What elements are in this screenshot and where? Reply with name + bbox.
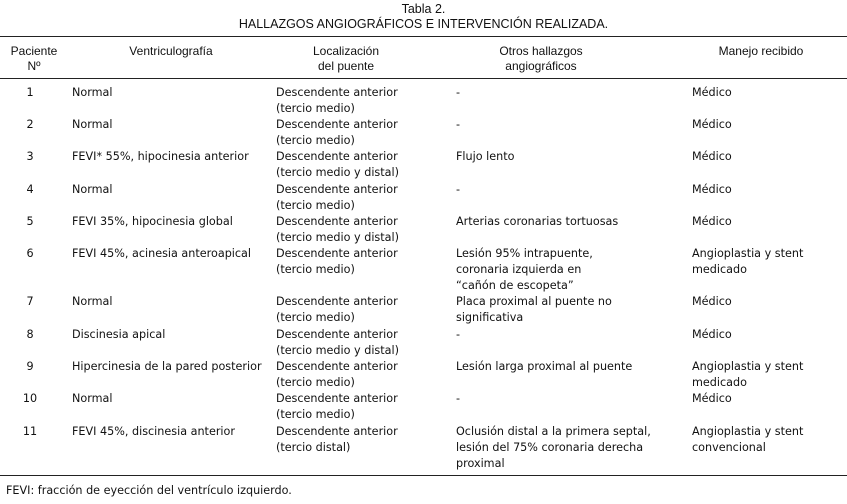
- cell-localizacion: Descendente anterior (tercio medio y distal): [276, 328, 399, 357]
- cell-manejo: Médico: [692, 118, 732, 131]
- cell-paciente: 4: [26, 183, 34, 196]
- cell-otros-hallazgos: Arterias coronarias tortuosas: [456, 215, 619, 228]
- cell-ventriculografia: Normal: [72, 392, 113, 405]
- cell-manejo: Médico: [692, 150, 732, 163]
- cell-localizacion: Descendente anterior (tercio medio y distal): [276, 150, 399, 179]
- cell-paciente: 1: [26, 86, 34, 99]
- cell-manejo: Médico: [692, 392, 732, 405]
- bottom-rule: [0, 475, 847, 476]
- cell-manejo: Médico: [692, 328, 732, 341]
- cell-paciente: 3: [26, 150, 34, 163]
- cell-localizacion: Descendente anterior (tercio medio): [276, 295, 398, 324]
- cell-paciente: 7: [26, 295, 34, 308]
- cell-otros-hallazgos: Oclusión distal a la primera septal, lesión del 75% coronaria derecha proximal: [456, 425, 651, 470]
- cell-manejo: Médico: [692, 86, 732, 99]
- cell-otros-hallazgos: Flujo lento: [456, 150, 515, 163]
- cell-manejo: Médico: [692, 215, 732, 228]
- cell-otros-hallazgos: -: [456, 183, 461, 196]
- cell-otros-hallazgos: Lesión 95% intrapuente, coronaria izquierda en “cañón de escopeta”: [456, 247, 593, 292]
- header-ventriculografia: Ventriculografía: [129, 44, 213, 58]
- footnote: FEVI: fracción de eyección del ventrículo izquierdo.: [6, 484, 292, 497]
- cell-localizacion: Descendente anterior (tercio medio): [276, 247, 398, 276]
- header-manejo: Manejo recibido: [718, 44, 804, 58]
- cell-localizacion: Descendente anterior (tercio medio): [276, 360, 398, 389]
- header-localizacion: Localización del puente: [312, 44, 380, 73]
- cell-ventriculografia: Hipercinesia de la pared posterior: [72, 360, 262, 373]
- cell-localizacion: Descendente anterior (tercio medio): [276, 392, 398, 421]
- cell-ventriculografia: FEVI* 55%, hipocinesia anterior: [72, 150, 249, 163]
- cell-paciente: 5: [26, 215, 34, 228]
- cell-manejo: Angioplastia y stent convencional: [692, 425, 804, 454]
- table-label: Tabla 2.: [401, 2, 446, 16]
- table-title: HALLAZGOS ANGIOGRÁFICOS E INTERVENCIÓN REALIZADA.: [238, 17, 609, 31]
- cell-otros-hallazgos: -: [456, 86, 461, 99]
- cell-manejo: Médico: [692, 183, 732, 196]
- cell-paciente: 10: [22, 392, 38, 405]
- cell-ventriculografia: Normal: [72, 118, 113, 131]
- cell-otros-hallazgos: -: [456, 118, 461, 131]
- header-paciente: Paciente Nº: [10, 44, 58, 73]
- header-otros: Otros hallazgos angiográficos: [499, 44, 583, 73]
- cell-otros-hallazgos: Placa proximal al puente no significativa: [456, 295, 612, 324]
- cell-paciente: 6: [26, 247, 34, 260]
- cell-paciente: 2: [26, 118, 34, 131]
- cell-ventriculografia: Discinesia apical: [72, 328, 166, 341]
- cell-paciente: 9: [26, 360, 34, 373]
- cell-manejo: Angioplastia y stent medicado: [692, 360, 804, 389]
- cell-localizacion: Descendente anterior (tercio medio y distal): [276, 215, 399, 244]
- top-rule: [0, 36, 847, 37]
- cell-manejo: Angioplastia y stent medicado: [692, 247, 804, 276]
- cell-localizacion: Descendente anterior (tercio medio): [276, 86, 398, 115]
- cell-ventriculografia: FEVI 35%, hipocinesia global: [72, 215, 233, 228]
- cell-ventriculografia: Normal: [72, 183, 113, 196]
- cell-ventriculografia: Normal: [72, 86, 113, 99]
- cell-localizacion: Descendente anterior (tercio medio): [276, 118, 398, 147]
- cell-ventriculografia: Normal: [72, 295, 113, 308]
- cell-otros-hallazgos: Lesión larga proximal al puente: [456, 360, 633, 373]
- cell-paciente: 11: [22, 425, 38, 438]
- cell-paciente: 8: [26, 328, 34, 341]
- cell-otros-hallazgos: -: [456, 392, 461, 405]
- cell-manejo: Médico: [692, 295, 732, 308]
- header-rule: [0, 78, 847, 79]
- cell-localizacion: Descendente anterior (tercio distal): [276, 425, 398, 454]
- cell-localizacion: Descendente anterior (tercio medio): [276, 183, 398, 212]
- cell-ventriculografia: FEVI 45%, discinesia anterior: [72, 425, 235, 438]
- cell-ventriculografia: FEVI 45%, acinesia anteroapical: [72, 247, 252, 260]
- cell-otros-hallazgos: -: [456, 328, 461, 341]
